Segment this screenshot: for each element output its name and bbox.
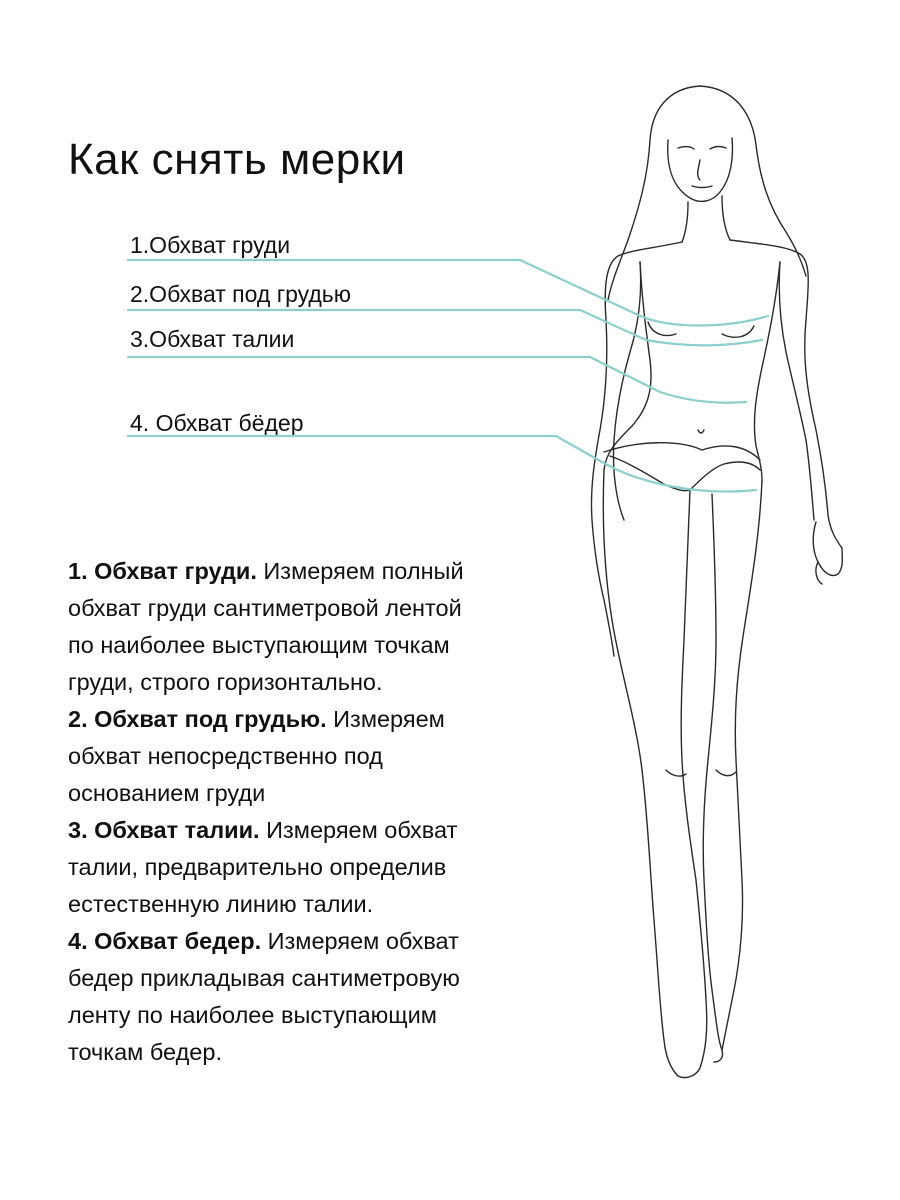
torso-right-outline	[754, 262, 780, 480]
tape-underbust-loop	[646, 340, 762, 345]
left-arm-outline	[591, 242, 682, 656]
tape-hips-loop	[602, 462, 756, 492]
instruction-heading: 4. Обхват бедер.	[68, 928, 262, 954]
instruction-hips: 4. Обхват бедер. Измеряем обхват бедер прикладывая сантиметровую ленту по наиболее выступающим точкам бедер.	[68, 928, 460, 1065]
instruction-heading: 1. Обхват груди.	[68, 558, 257, 584]
briefs-outline	[604, 443, 760, 460]
neck-outline	[682, 202, 688, 242]
label-chest: 1.Обхват груди	[130, 232, 291, 258]
tape-underbust-leader	[128, 310, 646, 340]
instruction-chest: 1. Обхват груди. Измеряем полный обхват груди сантиметровой лентой по наиболее выступающим точкам груди, строго горизонтально.	[68, 558, 464, 695]
instruction-heading: 3. Обхват талии.	[68, 817, 260, 843]
left-leg-outline	[603, 470, 678, 1076]
instruction-heading: 2. Обхват под грудью.	[68, 706, 327, 732]
tape-chest-leader	[128, 260, 636, 314]
right-hand-outline	[813, 522, 842, 576]
tape-waist-loop	[660, 392, 746, 403]
label-underbust: 2.Обхват под грудью	[130, 281, 352, 307]
instruction-underbust: 2. Обхват под грудью. Измеряем обхват непосредственно под основанием груди	[68, 706, 445, 806]
torso-left-outline	[604, 262, 651, 470]
label-hips: 4. Обхват бёдер	[130, 410, 304, 436]
instructions-text	[68, 553, 568, 1071]
instruction-waist: 3. Обхват талии. Измеряем обхват талии, предварительно определив естественную линию талии.	[68, 817, 458, 917]
tape-hips-leader	[128, 436, 602, 462]
tape-chest-loop	[636, 314, 768, 326]
right-arm-outline	[730, 240, 842, 548]
label-waist: 3.Обхват талии	[130, 326, 295, 352]
right-leg-outline	[722, 480, 762, 1050]
hair-outline	[608, 86, 700, 300]
tape-waist-leader	[128, 357, 660, 392]
hair-outline-right	[700, 86, 806, 276]
page-title: Как снять мерки	[68, 135, 406, 184]
